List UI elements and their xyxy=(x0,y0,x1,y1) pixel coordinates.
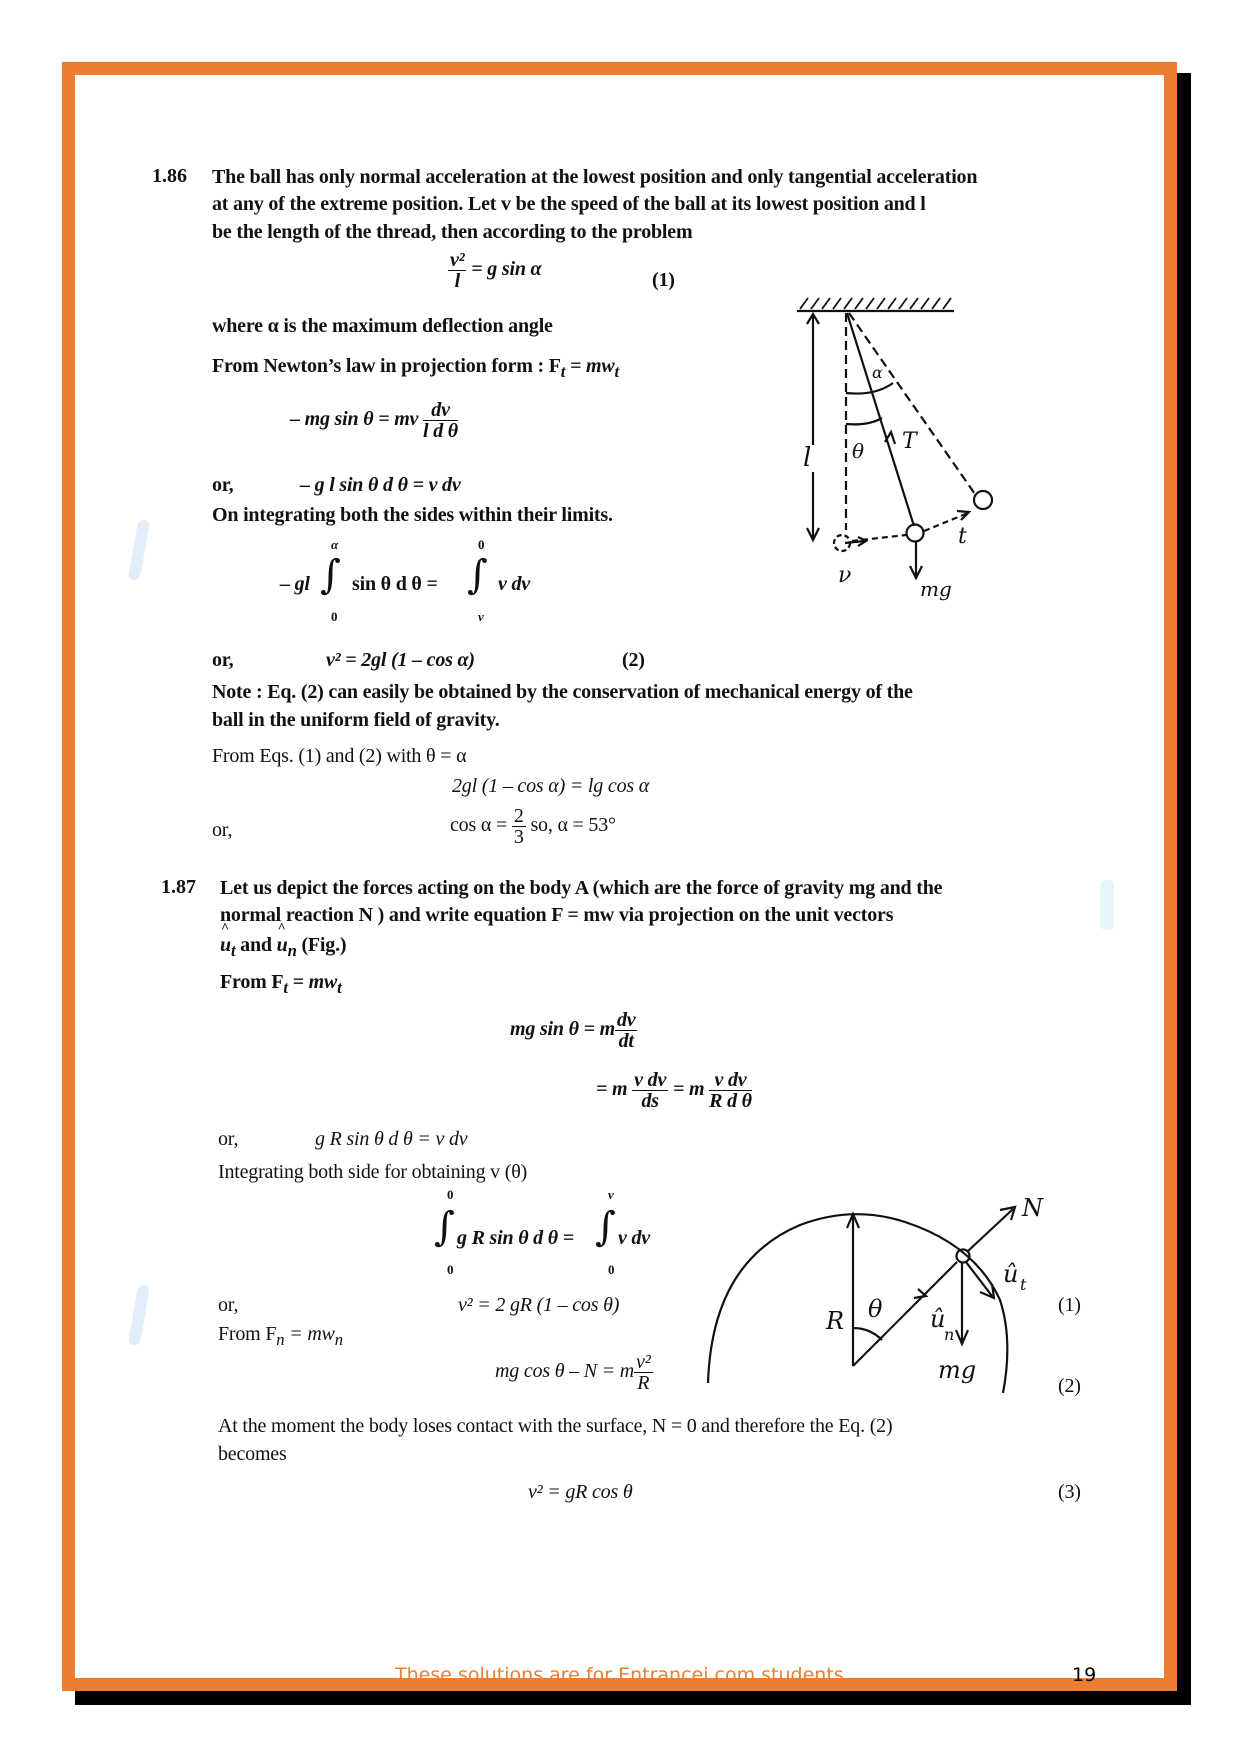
unit-vector-un: ^ $u_n$ xyxy=(277,933,297,963)
integral-rhs-body: v dv xyxy=(498,573,530,595)
integral-upper-limit: 0 xyxy=(447,1187,454,1202)
from-ft-text: From $F_t = mw_t$ xyxy=(220,971,342,997)
problem-number-187: 1.87 xyxy=(161,876,196,898)
problem-187-text-line1: Let us depict the forces acting on the body A (which are the force of gravity mg and the xyxy=(220,877,943,899)
integrating-text-187: Integrating both side for obtaining v (θ) xyxy=(218,1161,528,1183)
equation-differential: – g l sin θ d θ = v dv xyxy=(300,474,461,496)
pendulum-label-weight: mg xyxy=(920,577,952,601)
problem-186-text-line2: at any of the extreme position. Let v be the speed of the ball at its lowest position and l xyxy=(212,193,926,215)
sphere-label-un-sub: n xyxy=(944,1325,955,1344)
equation-tag-2-187: (2) xyxy=(1058,1375,1081,1397)
integral-lower-limit: 0 xyxy=(447,1262,454,1277)
note-line2: ball in the uniform field of gravity. xyxy=(212,709,500,731)
pendulum-label-tension: T xyxy=(902,429,917,454)
integral-lower-limit: 0 xyxy=(608,1262,615,1277)
equation-result: cos α = $\frac{2}{3}$ so, α = 53° xyxy=(450,805,616,848)
sphere-label-theta: θ xyxy=(868,1295,883,1323)
moment-text-line1: At the moment the body loses contact with the surface, N = 0 and therefore the Eq. (2) xyxy=(218,1415,893,1437)
pendulum-label-tangent: t xyxy=(958,524,967,549)
integral-upper-limit: v xyxy=(608,1187,614,1202)
equation-1: $\frac{\text{v²}}{l}$ = g sin α xyxy=(450,249,542,292)
integral-lower-limit: 0 xyxy=(331,609,338,624)
equation-2-187: mg cos θ – N = m $\frac{\text{v²}}{R}$ xyxy=(495,1351,651,1394)
problem-187-text-line3: ^ $u_t$ and ^ $u_n$ (Fig.) xyxy=(220,933,346,963)
integral-lhs-body: sin θ d θ = xyxy=(352,573,438,595)
integral-sign: ∫ xyxy=(595,1204,616,1250)
unit-vector-ut: ^ $u_t$ xyxy=(220,933,235,963)
equation-differential-187: g R sin θ d θ = v dv xyxy=(315,1128,468,1150)
where-alpha-text: where α is the maximum deflection angle xyxy=(212,315,553,337)
footer-text: These solutions are for Entrancei.com students xyxy=(395,1664,844,1686)
integral-sign: ∫ xyxy=(467,552,488,598)
problem-187-text-line2: normal reaction N ) and write equation F = mw via projection on the unit vectors xyxy=(220,904,894,926)
problem-186-text-line1: The ball has only normal acceleration at the lowest position and only tangential acceleration xyxy=(212,166,978,188)
equation-tag-3: (3) xyxy=(1058,1481,1081,1503)
sphere-label-normal: N xyxy=(1022,1194,1043,1222)
problem-number-186: 1.86 xyxy=(152,165,187,187)
problem-186-text-line3: be the length of the thread, then according to the problem xyxy=(212,221,693,243)
or-label: or, xyxy=(218,1128,239,1150)
integral-sign: ∫ xyxy=(320,552,341,598)
pendulum-label-velocity: ν xyxy=(838,563,852,588)
sphere-label-un: û xyxy=(930,1305,946,1333)
or-label: or, xyxy=(212,819,233,841)
equation-3: v² = gR cos θ xyxy=(528,1481,633,1503)
equation-combined: 2gl (1 – cos α) = lg cos α xyxy=(452,775,650,797)
from-fn-text: From $F_n = mw_n$ xyxy=(218,1323,343,1349)
sphere-label-weight: mg xyxy=(938,1356,977,1384)
integral-sign: ∫ xyxy=(434,1204,455,1250)
integral-lhs-prefix: – gl xyxy=(280,573,310,595)
integral-upper-limit: α xyxy=(331,537,339,552)
integral-upper-limit: 0 xyxy=(478,537,485,552)
equation-1-187: v² = 2 gR (1 – cos θ) xyxy=(458,1294,620,1316)
integral-lower-limit: v xyxy=(478,609,484,624)
from-eqs-text: From Eqs. (1) and (2) with θ = α xyxy=(212,745,467,767)
moment-text-line2: becomes xyxy=(218,1443,287,1465)
equation-tag-1-187: (1) xyxy=(1058,1294,1081,1316)
sphere-label-radius: R xyxy=(826,1307,845,1335)
integral-lhs-body: g R sin θ d θ = xyxy=(457,1227,574,1249)
or-label: or, xyxy=(212,649,234,671)
pendulum-label-alpha: α xyxy=(872,363,883,382)
equation-chain-rule: = m $\frac{\text{v dv}}{ds}$ = m $\frac{\text{v dv}}{\text{R d θ}}$ xyxy=(596,1069,752,1112)
sphere-label-ut-sub: t xyxy=(1020,1275,1027,1294)
equation-tag-2: (2) xyxy=(622,649,645,671)
or-label: or, xyxy=(212,474,234,496)
or-label: or, xyxy=(218,1294,239,1316)
note-line1: Note : Eq. (2) can easily be obtained by the conservation of mechanical energy of the xyxy=(212,681,913,703)
equation-tangential-187: mg sin θ = m $\frac{dv}{dt}$ xyxy=(510,1009,636,1052)
equation-tangential: – mg sin θ = mv $\frac{dv}{\text{l d θ}}$ xyxy=(290,399,458,442)
sphere-label-ut: û xyxy=(1003,1260,1019,1288)
pendulum-label-theta: θ xyxy=(852,439,865,463)
integrating-text: On integrating both the sides within their limits. xyxy=(212,504,613,526)
equation-tag-1: (1) xyxy=(652,269,675,291)
equation-2: v² = 2gl (1 – cos α) xyxy=(326,649,475,671)
pendulum-label-length: l xyxy=(803,443,812,473)
integral-rhs-body: v dv xyxy=(618,1227,650,1249)
page-number: 19 xyxy=(1072,1664,1097,1686)
newton-law-text: From Newton’s law in projection form : $F_t = mw_t$ xyxy=(212,355,619,381)
